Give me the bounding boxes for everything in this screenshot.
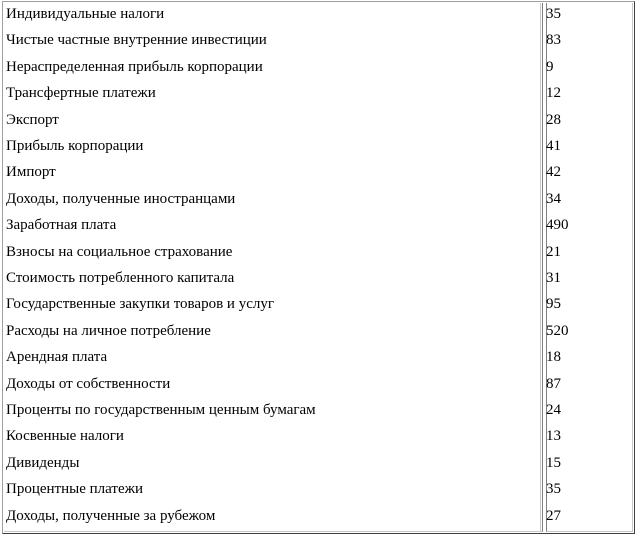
table-row [0, 291, 640, 317]
table-row [0, 265, 640, 291]
row-label: Косвенные налоги [6, 428, 124, 445]
table-row [0, 27, 640, 53]
table-row [0, 239, 640, 265]
row-label: Дивиденды [6, 454, 80, 471]
row-value: 28 [546, 111, 561, 128]
row-value: 41 [546, 138, 561, 154]
table-row [0, 186, 640, 212]
row-label: Экспорт [6, 111, 59, 128]
row-value: 27 [546, 507, 561, 524]
row-label: Импорт [6, 164, 56, 181]
row-value: 21 [546, 243, 561, 260]
row-value: 9 [546, 58, 554, 75]
row-value: 15 [546, 454, 561, 471]
row-label: Трансфертные платежи [6, 85, 156, 102]
row-value: 12 [546, 85, 561, 102]
row-label: Взносы на социальное страхование [6, 243, 233, 260]
row-label: Арендная плата [6, 349, 108, 366]
row-label: Индивидуальные налоги [6, 6, 165, 22]
row-label: Доходы, полученные иностранцами [6, 190, 236, 207]
row-label: Государственные закупки товаров и услуг [6, 296, 274, 313]
row-value: 18 [546, 349, 561, 366]
row-value: 83 [546, 32, 561, 49]
row-value: 35 [546, 481, 561, 498]
row-label: Стоимость потребленного капитала [6, 270, 235, 286]
row-value: 87 [546, 375, 561, 392]
table-row [0, 1, 640, 27]
row-label: Прибыль корпорации [6, 138, 144, 154]
table-row [0, 450, 640, 476]
table-row [0, 159, 640, 185]
row-value: 42 [546, 164, 561, 181]
row-label: Процентные платежи [6, 481, 143, 498]
row-label: Нераспределенная прибыль корпорации [6, 58, 263, 75]
row-label: Чистые частные внутренние инвестиции [6, 32, 267, 49]
table-row [0, 476, 640, 502]
row-value: 490 [546, 217, 569, 234]
row-value: 34 [546, 190, 561, 207]
table-row [0, 397, 640, 423]
row-label: Заработная плата [6, 217, 117, 234]
row-value: 35 [546, 6, 561, 22]
row-value: 13 [546, 428, 561, 445]
row-value: 520 [546, 322, 569, 339]
table-row [0, 318, 640, 344]
table-row [0, 107, 640, 133]
table-row [0, 54, 640, 80]
row-label: Доходы от собственности [6, 375, 171, 392]
table-row [0, 423, 640, 449]
table-row [0, 344, 640, 370]
row-label: Доходы, полученные за рубежом [6, 507, 216, 524]
table-row [0, 503, 640, 529]
table-row [0, 133, 640, 159]
row-label: Проценты по государственным ценным бумагам [6, 402, 316, 418]
table-row [0, 371, 640, 397]
row-label: Расходы на личное потребление [6, 322, 211, 339]
row-value: 24 [546, 402, 561, 418]
table-row [0, 212, 640, 238]
row-value: 95 [546, 296, 561, 313]
row-value: 31 [546, 270, 561, 286]
table-row [0, 80, 640, 106]
